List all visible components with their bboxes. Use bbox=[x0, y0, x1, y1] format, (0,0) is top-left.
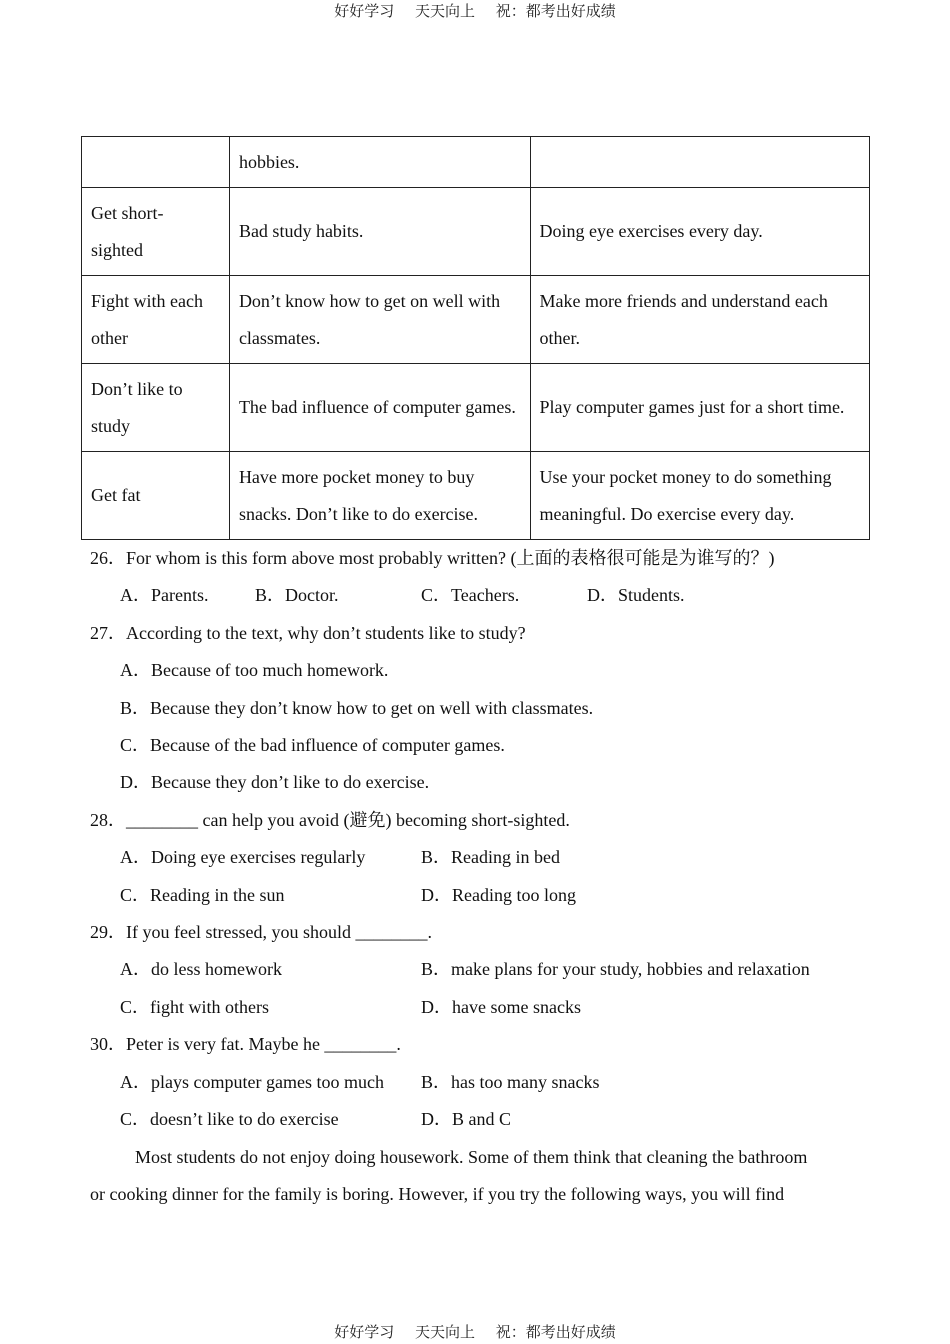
option-c: C．doesn’t like to do exercise bbox=[120, 1109, 339, 1130]
page-footer bbox=[0, 1321, 950, 1342]
table-cell-cause: Don’t know how to get on well with classmates. bbox=[229, 276, 530, 364]
table-row bbox=[82, 364, 870, 452]
question-stem: 30．Peter is very fat. Maybe he ________. bbox=[90, 1034, 401, 1055]
options-row bbox=[90, 951, 870, 988]
table-cell-solution: Doing eye exercises every day. bbox=[530, 188, 870, 276]
header-motto-2: 天天向上 bbox=[414, 2, 475, 20]
question-stem: 29．If you feel stressed, you should ________. bbox=[90, 922, 432, 943]
option-c: C．fight with others bbox=[120, 996, 269, 1017]
table-row bbox=[82, 452, 870, 540]
table-cell-solution bbox=[530, 137, 870, 188]
table-cell-problem: Fight with each other bbox=[82, 276, 230, 364]
option-c: C．Reading in the sun bbox=[120, 884, 285, 905]
option-b: B．Because they don’t know how to get on well with classmates. bbox=[120, 697, 594, 718]
passage-line: Most students do not enjoy doing housework. Some of them think that cleaning the bathroom bbox=[135, 1146, 808, 1167]
table-row bbox=[82, 276, 870, 364]
footer-motto-3: 祝：都考出好成绩 bbox=[495, 1323, 616, 1341]
table-cell-cause: Have more pocket money to buy snacks. Don’t like to do exercise. bbox=[229, 452, 530, 540]
table-cell-solution: Make more friends and understand each other. bbox=[530, 276, 870, 364]
option-a: A．Parents. bbox=[120, 585, 209, 606]
option-c: C．Teachers. bbox=[421, 585, 520, 606]
table-row bbox=[82, 188, 870, 276]
option-d: D．Reading too long bbox=[421, 884, 576, 905]
question-stem: 26．For whom is this form above most probably written? (上面的表格很可能是为谁写的？) bbox=[90, 548, 775, 568]
questions-section bbox=[90, 540, 870, 1213]
table-row bbox=[82, 137, 870, 188]
options-row bbox=[90, 839, 870, 876]
options-row bbox=[90, 877, 870, 914]
option-b: B．Doctor. bbox=[255, 585, 339, 606]
option-d: D．Students. bbox=[587, 585, 685, 606]
options-row bbox=[90, 989, 870, 1026]
option-b: B．Reading in bed bbox=[421, 847, 560, 868]
option-b: B．has too many snacks bbox=[421, 1071, 600, 1092]
options-row bbox=[90, 1064, 870, 1101]
option-d: D．Because they don’t like to do exercise. bbox=[120, 772, 430, 793]
footer-motto-1: 好好学习 bbox=[334, 1323, 395, 1341]
problem-cause-solution-table bbox=[81, 136, 870, 540]
question-stem: 27．According to the text, why don’t students like to study? bbox=[90, 622, 526, 643]
table-cell-problem: Get fat bbox=[82, 452, 230, 540]
table-cell-problem bbox=[82, 137, 230, 188]
option-a: A．Doing eye exercises regularly bbox=[120, 847, 366, 868]
table-cell-cause: hobbies. bbox=[229, 137, 530, 188]
table-cell-cause: The bad influence of computer games. bbox=[229, 364, 530, 452]
header-motto-1: 好好学习 bbox=[334, 2, 395, 20]
page-header bbox=[0, 0, 950, 21]
option-a: A．Because of too much homework. bbox=[120, 660, 389, 681]
options-row bbox=[90, 577, 870, 614]
option-d: D．B and C bbox=[421, 1109, 511, 1130]
table-cell-solution: Use your pocket money to do something meaningful. Do exercise every day. bbox=[530, 452, 870, 540]
option-a: A．do less homework bbox=[120, 959, 282, 980]
question-stem: 28．________ can help you avoid (避免) becoming short-sighted. bbox=[90, 809, 570, 830]
option-c: C．Because of the bad influence of computer games. bbox=[120, 735, 505, 756]
footer-motto-2: 天天向上 bbox=[414, 1323, 475, 1341]
table-cell-problem: Don’t like to study bbox=[82, 364, 230, 452]
table-cell-solution: Play computer games just for a short time. bbox=[530, 364, 870, 452]
option-a: A．plays computer games too much bbox=[120, 1071, 384, 1092]
options-row bbox=[90, 1101, 870, 1138]
option-d: D．have some snacks bbox=[421, 996, 581, 1017]
option-b: B．make plans for your study, hobbies and relaxation bbox=[421, 959, 810, 980]
header-motto-3: 祝：都考出好成绩 bbox=[495, 2, 616, 20]
table-cell-problem: Get short-sighted bbox=[82, 188, 230, 276]
table-cell-cause: Bad study habits. bbox=[229, 188, 530, 276]
passage-line: or cooking dinner for the family is boring. However, if you try the following ways, you will find bbox=[90, 1183, 785, 1204]
